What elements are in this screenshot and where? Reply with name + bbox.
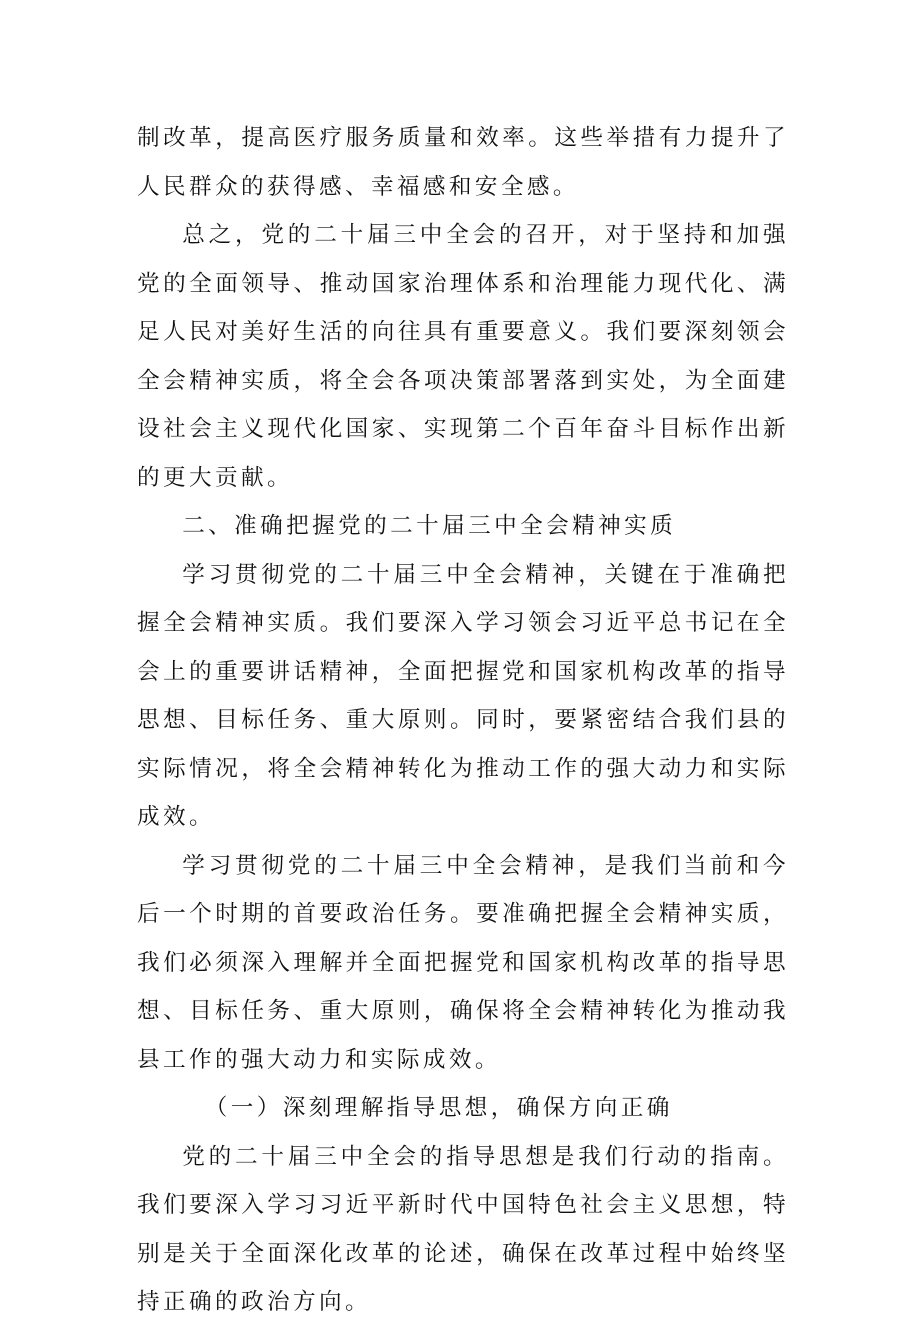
paragraph-political-task: 学习贯彻党的二十届三中全会精神，是我们当前和今后一个时期的首要政治任务。要准确把握全会精神实质，我们必须深入理解并全面把握党和国家机构改革的指导思想、目标任务、重大原则，确保将全会精神转化为推动我县工作的强大动力和实际成效。 (137, 852, 789, 1073)
paragraph-continuation: 制改革，提高医疗服务质量和效率。这些举措有力提升了人民群众的获得感、幸福感和安全感。 (137, 125, 789, 200)
paragraph-summary: 总之，党的二十届三中全会的召开，对于坚持和加强党的全面领导、推动国家治理体系和治理能力现代化、满足人民对美好生活的向往具有重要意义。我们要深刻领会全会精神实质，将全会各项决策部署落到实处，为全面建设社会主义现代化国家、实现第二个百年奋斗目标作出新的更大贡献。 (137, 222, 789, 491)
subsection-heading: （一）深刻理解指导思想，确保方向正确 (204, 1095, 673, 1121)
paragraph-guiding-thought: 党的二十届三中全会的指导思想是我们行动的指南。我们要深入学习习近平新时代中国特色社会主义思想，特别是关于全面深化改革的论述，确保在改革过程中始终坚持正确的政治方向。 (137, 1143, 789, 1315)
document-body (137, 114, 789, 1327)
section-heading: 二、准确把握党的二十届三中全会精神实质 (182, 513, 677, 539)
paragraph-key-point: 学习贯彻党的二十届三中全会精神，关键在于准确把握全会精神实质。我们要深入学习领会习近平总书记在全会上的重要讲话精神，全面把握党和国家机构改革的指导思想、目标任务、重大原则。同时，要紧密结合我们县的实际情况，将全会精神转化为推动工作的强大动力和实际成效。 (137, 561, 789, 830)
